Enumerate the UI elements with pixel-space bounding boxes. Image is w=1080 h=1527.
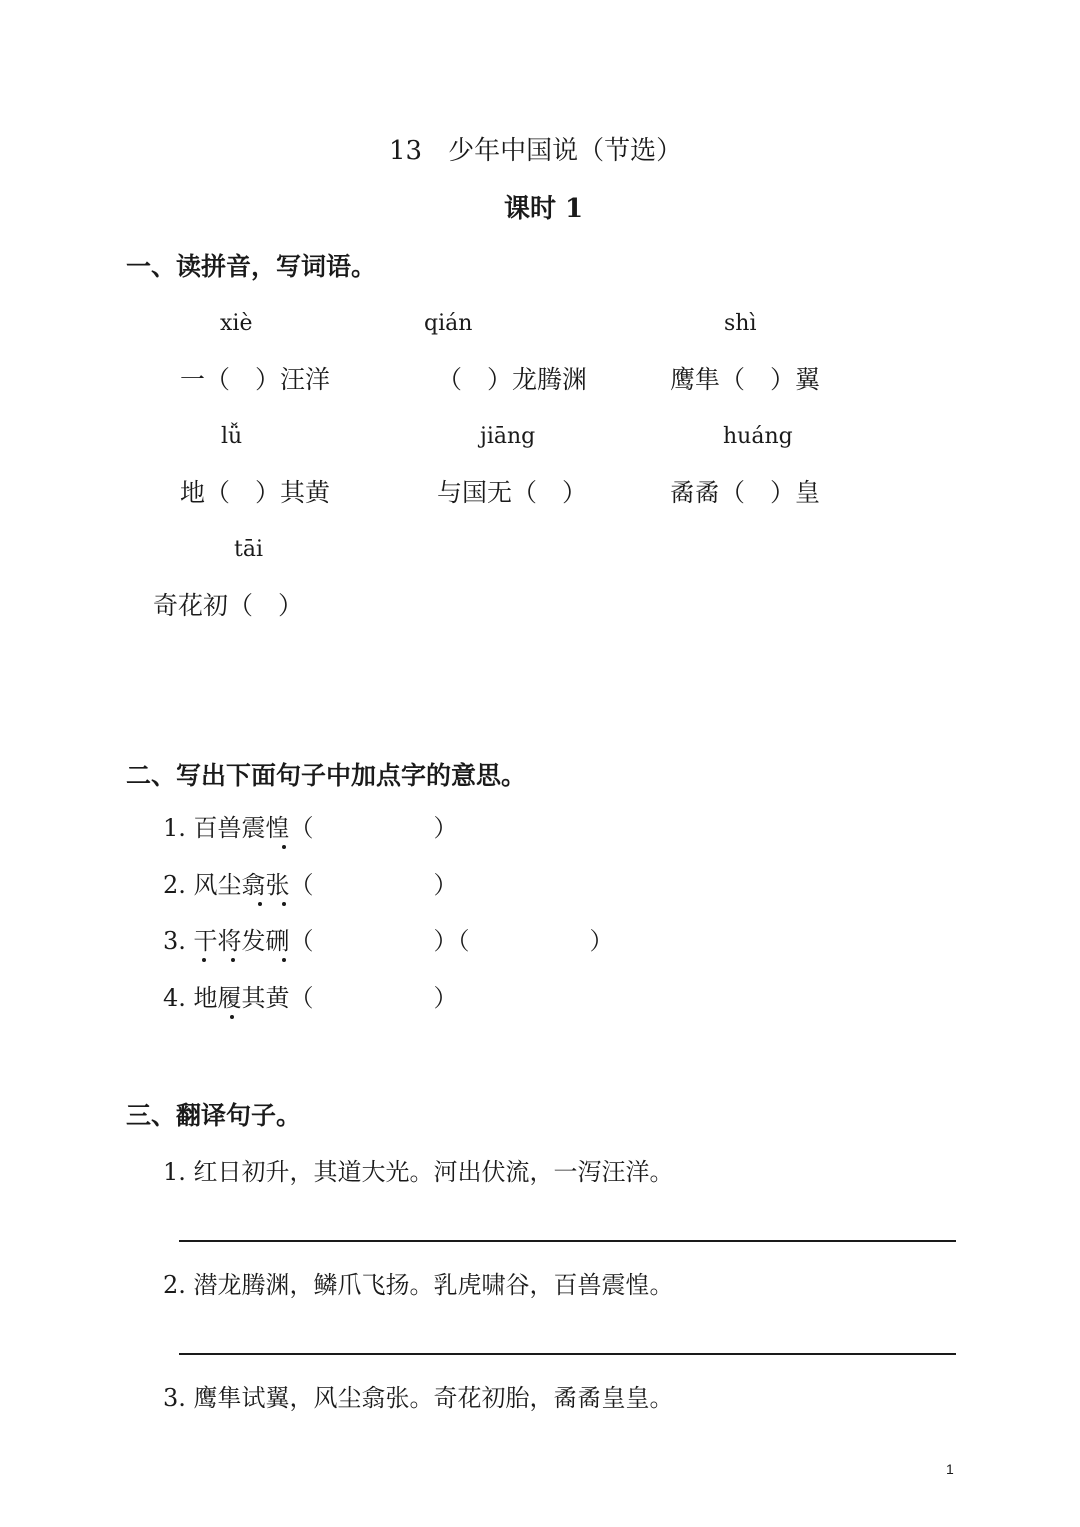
- pinyin-label: huáng: [723, 424, 793, 449]
- word-blank: 一（ ）汪洋: [180, 365, 331, 394]
- emphasis-dot: [230, 1015, 234, 1019]
- lesson-title: 13 少年中国说（节选）: [389, 136, 683, 166]
- word-blank: 与国无（ ）: [437, 478, 588, 507]
- section1-heading: 一、读拼音，写词语。: [126, 252, 377, 281]
- translation-sentence: 2. 潜龙腾渊，鳞爪飞扬。乳虎啸谷，百兽震惶。: [163, 1271, 674, 1299]
- period-label: 课时 1: [504, 194, 584, 224]
- meaning-question: 1. 百兽震惶（ ）: [163, 814, 458, 842]
- meaning-question: 4. 地履其黄（ ）: [163, 984, 458, 1012]
- word-blank: 鹰隼（ ）翼: [670, 365, 821, 394]
- answer-line: [179, 1240, 956, 1242]
- translation-sentence: 3. 鹰隼试翼，风尘翕张。奇花初胎，矞矞皇皇。: [163, 1384, 674, 1412]
- meaning-question: 3. 干将发硎（ ）（ ）: [163, 927, 614, 955]
- pinyin-label: jiāng: [480, 424, 536, 449]
- section2-heading: 二、写出下面句子中加点字的意思。: [126, 761, 527, 790]
- meaning-question: 2. 风尘翕张（ ）: [163, 871, 458, 899]
- section3-heading: 三、翻译句子。: [126, 1101, 302, 1130]
- word-blank: （ ）龙腾渊: [437, 365, 588, 394]
- word-blank: 矞矞（ ）皇: [670, 478, 821, 507]
- answer-line: [179, 1353, 956, 1355]
- word-blank: 地（ ）其黄: [180, 478, 331, 507]
- pinyin-label: shì: [724, 311, 757, 336]
- emphasis-dot: [282, 902, 286, 906]
- translation-sentence: 1. 红日初升，其道大光。河出伏流，一泻汪洋。: [163, 1158, 674, 1186]
- emphasis-dot: [282, 958, 286, 962]
- pinyin-label: xiè: [220, 311, 253, 336]
- emphasis-dot: [282, 845, 286, 849]
- pinyin-label: tāi: [234, 537, 263, 562]
- pinyin-label: qián: [424, 311, 473, 336]
- word-blank: 奇花初（ ）: [153, 591, 304, 620]
- emphasis-dot: [202, 958, 206, 962]
- pinyin-label: lǚ: [221, 424, 243, 449]
- emphasis-dot: [258, 902, 262, 906]
- emphasis-dot: [231, 958, 235, 962]
- page-number: 1: [946, 1461, 954, 1477]
